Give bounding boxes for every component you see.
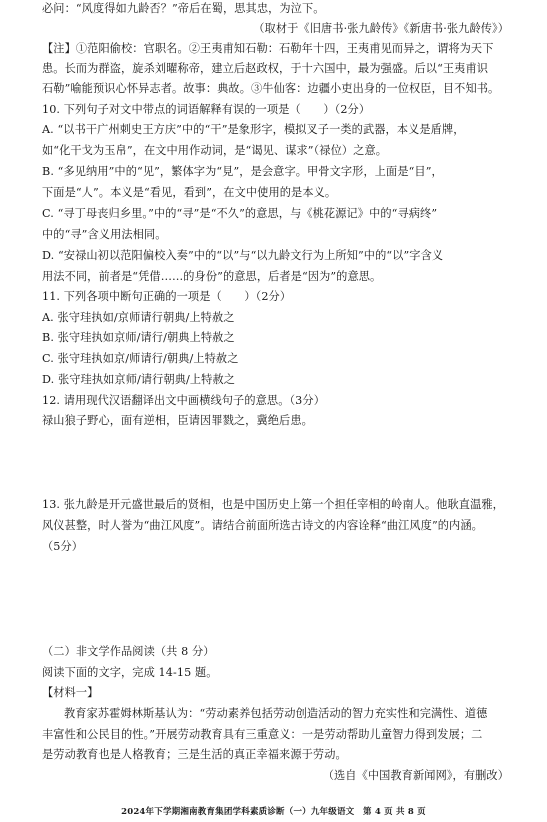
q10-option-a-line1: A. “以书干广州刺史王方庆”中的“干”是象形字，模拟叉子一类的武器，本义是盾牌， [42,123,465,136]
q12-sentence: 禄山狼子野心，面有逆相，臣请因罪戮之，冀绝后患。 [42,414,313,427]
passage-source: （取材于《旧唐书·张九龄传》《新唐书·张九龄传》） [253,22,509,35]
section2-title: （二）非文学作品阅读（共 8 分） [42,645,215,658]
q11-stem: 11. 下列各项中断句正确的一项是（ ）（2分） [42,290,292,303]
q13-line-3: （5分） [42,540,84,553]
material-one-para-line2: 丰富性和公民目的性。”开展劳动教育具有三重意义：一是劳动帮助儿童智力得到发展；二 [42,728,483,741]
q10-option-b-line1: B. “多见纳用”中的“见”，繁体字为“見”，是会意字。甲骨文字形，上面是“目”， [42,165,443,178]
q10-option-a-line2: 如“化干戈为玉帛”，在文中用作动词，是“谒见、谋求”（禄位）之意。 [42,144,388,157]
notes-line-3: 石勒”喻能预识心怀异志者。故事：典故。③牛仙客：边疆小吏出身的一位权臣，目不知书。 [42,82,500,95]
q12-stem: 12. 请用现代汉语翻译出文中画横线句子的意思。（3分） [42,394,325,407]
q11-option-c: C. 张守珪执如京/师请行/朝典/上特赦之 [42,352,239,365]
q13-line-1: 13. 张九龄是开元盛世最后的贤相，也是中国历史上第一个担任宰相的岭南人。他耿直温雅， [42,498,504,511]
q10-option-d-line2: 用法不同，前者是“凭借……的身份”的意思，后者是“因为”的意思。 [42,270,382,283]
q10-option-d-line1: D. “安禄山初以范阳偏校入奏”中的“以”与“以九龄文行为上所知”中的“以”字含义 [42,249,444,262]
material-one-source: （选自《中国教育新闻网》，有删改） [322,769,509,782]
page-footer: 2024年下学期湘南教育集团学科素质诊断（一）九年级语文 第 4 页 共 8 页 [121,807,426,817]
passage-end-line: 必问：“风度得如九龄否？”帝后在蜀，思其忠，为泣下。 [42,2,325,15]
q10-stem: 10. 下列句子对文中带点的词语解释有误的一项是（ ）（2分） [42,103,371,116]
notes-line-1: 【注】①范阳偷校：官职名。②王夷甫知石勒：石勒年十四，王夷甫见而异之，谓将为天下 [42,42,494,55]
q10-option-c-line2: 中的“寻”含义用法相同。 [42,228,167,241]
material-one-para-line3: 是劳动教育也是人格教育；三是生活的真正幸福来源于劳动。 [42,748,347,761]
section2-instruction: 阅读下面的文字，完成 14-15 题。 [42,666,218,679]
q10-option-c-line1: C. “寻丁母丧归乡里。”中的“寻”是“不久”的意思，与《桃花源记》中的“寻病终” [42,207,438,220]
q11-option-a: A. 张守珪执如/京师请行朝典/上特赦之 [42,311,235,324]
q13-line-2: 风仪甚整，时人誉为“曲江风度”。请结合前面所选古诗文的内容诠释“曲江风度”的内涵。 [42,519,483,532]
q11-option-b: B. 张守珪执如京师/请行/朝典上特赦之 [42,331,235,344]
q10-option-b-line2: 下面是“人”。本义是“看见，看到”，在文中使用的是本义。 [42,186,337,199]
material-one-label: 【材料一】 [42,686,99,699]
notes-line-2: 患。长而为群盗，旋杀刘曜称帝，建立后赵政权，于十六国中，最为强盛。后以“王夷甫识 [42,62,489,75]
q11-option-d: D. 张守珪执如京师/请行朝典/上特赦之 [42,373,236,386]
material-one-para-line1: 教育家苏霍姆林斯基认为：“劳动素养包括劳动创造活动的智力充实性和完满性、道德 [64,707,488,720]
